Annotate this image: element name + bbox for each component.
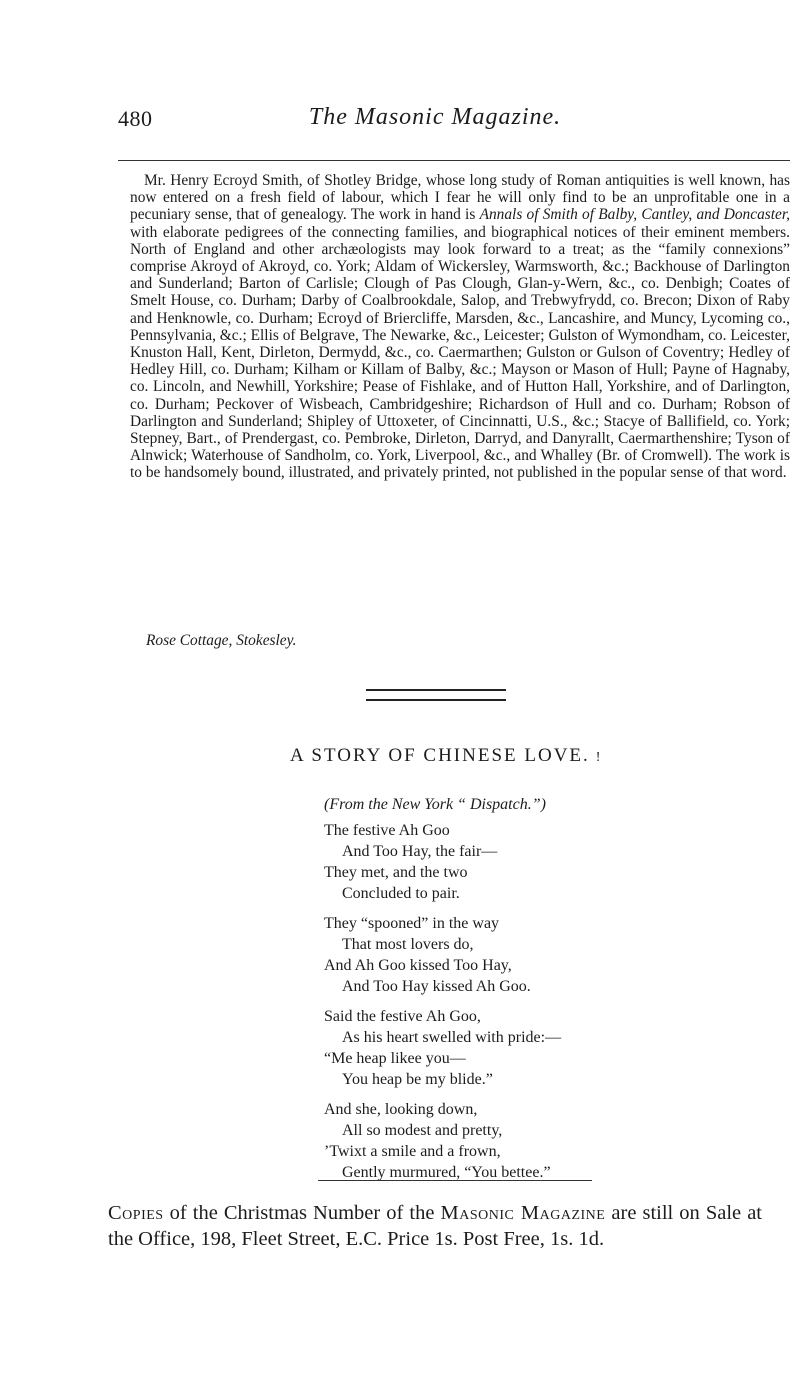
poem-line: They met, and the two <box>324 864 468 881</box>
stanza-1 <box>324 820 561 904</box>
stanza-2 <box>324 913 561 997</box>
poem-line: You heap be my blide.” <box>342 1071 493 1088</box>
poem-line: As his heart swelled with pride:— <box>342 1029 562 1046</box>
letter-signoff: Rose Cottage, Stokesley. <box>146 632 297 649</box>
poem-line: Said the festive Ah Goo, <box>324 1008 481 1025</box>
poem-line: That most lovers do, <box>342 936 474 953</box>
letter-paragraph <box>130 172 790 482</box>
poem-line: And she, looking down, <box>324 1101 478 1118</box>
section-divider <box>366 689 506 701</box>
running-title: The Masonic Magazine. <box>308 104 562 130</box>
poem-line: And Too Hay, the fair— <box>342 843 498 860</box>
letter-text-part2: with elaborate pedigrees of the connecting families, and biographical notices of their eminent members. North of England and other archæologists may look forward to a treat; as the “family connexions” comprise Akroyd of Akroyd, co. York; Aldam of Wickersley, Warmsworth, &c.; Backhouse of Darlington and Sunderland; Barton of Carlisle; Clough of Pas Clough, Glan-y-Wern, &c., co. Denbigh; Coates of Smelt House, co. Durham; Darby of Coalbrookdale, Salop, and Trebwyfrydd, co. Brecon; Dixon of Raby and Henknowle, co. Durham; Ecroyd of Briercliffe, Marsden, &c., Lancashire, and Muncy, Lycoming co., Pennsylvania, &c.; Ellis of Belgrave, The Newarke, &c., Leicester; Gulston of Wymondham, co. Leicester, Knuston Hall, Kent, Dirleton, Dermydd, &c., co. Caermarthen; Gulston or Gulson of Coventry; Hedley of Hedley Hill, co. Durham; Kilham or Killam of Balby, &c.; Mayson or Mason of Hull; Payne of Hagnaby, co. Lincoln, and Newhill, Yorkshire; Pease of Fishlake, and of Hutton Hall, Yorkshire, and of Darlington, co. Durham; Peckover of Wisbeach, Cambridgeshire; Richardson of Hull and co. Durham; Robson of Darlington and Sunderland; Shipley of Uttoxeter, of Cincinnatti, U.S., &c.; Stacye of Ballifield, co. York; Stepney, Bart., of Prendergast, co. Pembroke, Dirleton, Darryd, and Danyrallt, Caermarthenshire; Tyson of Alnwick; Waterhouse of Sandholm, co. York, Liverpool, &c., and Whalley (Br. of Cromwell). The work is to be handsomely bound, illustrated, and privately printed, not published in the popular sense of that word. <box>130 223 790 482</box>
poem-title-text: A STORY OF CHINESE LOVE. <box>290 745 590 766</box>
stanza-4 <box>324 1099 561 1183</box>
poem-source: (From the New York “ Dispatch.”) <box>324 796 546 813</box>
letter-body <box>130 172 790 482</box>
stanza-3 <box>324 1006 561 1090</box>
poem-line: Gently murmured, “You bettee.” <box>342 1164 551 1181</box>
poem-title <box>290 745 602 767</box>
notice-magazine-name: Masonic Magazine <box>440 1202 606 1224</box>
notice-text-1: of the Christmas Number of the <box>163 1202 441 1224</box>
poem-body <box>324 820 561 1192</box>
poem-line: They “spooned” in the way <box>324 915 500 932</box>
poem-line: ’Twixt a smile and a frown, <box>324 1143 501 1160</box>
notice-text-2: are still on Sale at the Office, 198, Fleet Street, E.C. Price 1s. Post Free, 1s. 1d. <box>108 1202 763 1250</box>
poem-line: And Too Hay kissed Ah Goo. <box>342 978 531 995</box>
notice-copies: Copies <box>108 1202 164 1224</box>
poem-line: All so modest and pretty, <box>342 1122 503 1139</box>
book-title: Annals of Smith of Balby, Cantley, and Doncaster, <box>479 206 791 224</box>
poem-end-rule <box>318 1180 592 1181</box>
letter-text-part1: Mr. Henry Ecroyd Smith, of Shotley Bridge, whose long study of Roman antiquities is well known, has now entered on a fresh field of labour, which I fear he will only find to be an unprofitable one in a pecuniary sense, that of genealogy. The work in hand is <box>130 172 790 224</box>
page-number: 480 <box>118 106 153 131</box>
sale-notice <box>108 1200 762 1252</box>
poem-line: The festive Ah Goo <box>324 822 450 839</box>
poem-line: Concluded to pair. <box>342 885 460 902</box>
header-rule <box>118 160 790 161</box>
poem-line: And Ah Goo kissed Too Hay, <box>324 957 512 974</box>
poem-title-glyph: ! <box>595 750 603 765</box>
poem-line: “Me heap likee you— <box>324 1050 466 1067</box>
